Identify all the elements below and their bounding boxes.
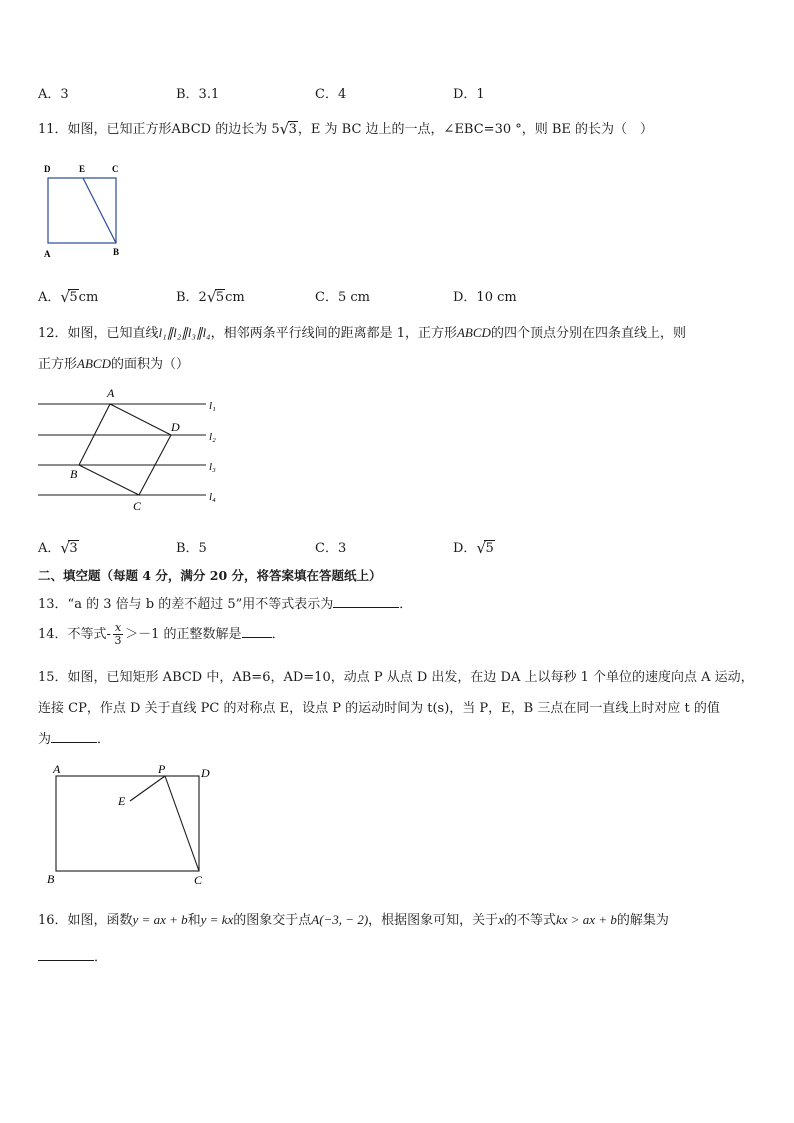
segment-pc bbox=[165, 776, 199, 871]
label-e: E bbox=[79, 164, 86, 174]
q16-text-f: 的解集为 bbox=[616, 913, 669, 928]
q11-option-a-sqrt: √ 5 bbox=[60, 288, 78, 306]
q11-text-b: ，E 为 BC 边上的一点，∠EBC=30 °，则 BE 的长为（ ） bbox=[297, 122, 654, 137]
q14-fraction bbox=[113, 622, 123, 647]
q12-option-a bbox=[38, 537, 79, 556]
q10-option-b: B．3.1 bbox=[176, 87, 220, 102]
q13-text: 13．“a 的 3 倍与 b 的差不超过 5”用不等式表示为 bbox=[38, 597, 334, 612]
q16-text-c: 的图象交于点 bbox=[233, 913, 312, 928]
label-b: B bbox=[47, 872, 55, 886]
label-e: E bbox=[118, 794, 126, 808]
q14-question bbox=[38, 622, 285, 647]
q11-sqrt: √ 3 bbox=[279, 120, 297, 138]
q14-answer-blank[interactable] bbox=[242, 625, 272, 638]
label-c: C bbox=[194, 873, 203, 887]
q11-text-a: 11．如图，已知正方形ABCD 的边长为 5 bbox=[38, 122, 280, 137]
q16-end: ． bbox=[94, 950, 108, 965]
q11-option-a-prefix: A． bbox=[38, 290, 61, 305]
q14-denominator: 3 bbox=[114, 634, 122, 647]
q16-answer-line bbox=[38, 946, 107, 965]
q11-option-d: D．10 cm bbox=[453, 290, 517, 305]
q12-option-a-sqrt: √ 3 bbox=[60, 539, 78, 557]
q12-option-d bbox=[453, 537, 495, 556]
q15-answer-blank[interactable] bbox=[51, 730, 97, 743]
q16-answer-blank[interactable] bbox=[38, 948, 94, 961]
q11-question bbox=[38, 118, 653, 137]
q13-answer-blank[interactable] bbox=[333, 595, 399, 608]
q12-parallel-lines-figure bbox=[36, 382, 226, 517]
q15-end: ． bbox=[97, 732, 111, 747]
q12-square-name-2: ABCD bbox=[77, 356, 111, 371]
q15-rectangle-figure bbox=[44, 760, 224, 890]
q12-parallel-lines: l₁∥l₂∥l₃∥l₄ bbox=[158, 325, 211, 340]
q16-inequality: kx > ax + b bbox=[555, 912, 617, 927]
section-heading: 二、填空题（每题 4 分，满分 20 分，将答案填在答题纸上） bbox=[38, 568, 382, 583]
q12-option-b: B．5 bbox=[176, 541, 207, 556]
label-c: C bbox=[112, 164, 119, 174]
q11-option-b bbox=[176, 286, 245, 305]
segment-be bbox=[83, 178, 116, 243]
q14-text-b: ＞－1 的正整数解是 bbox=[125, 627, 242, 642]
q12-option-d-radicand: 5 bbox=[485, 541, 494, 556]
q15-line1: 15．如图，已知矩形 ABCD 中，AB=6，AD=10，动点 P 从点 D 出发，在边 DA 上以每秒 1 个单位的速度向点 A 运动， bbox=[38, 670, 754, 685]
label-l4: l₄ bbox=[209, 491, 216, 503]
square-abcd bbox=[48, 178, 116, 243]
label-a: A bbox=[53, 762, 61, 776]
q12-option-a-radicand: 3 bbox=[69, 541, 78, 556]
rectangle-abcd bbox=[56, 776, 199, 871]
q12-text-c: 的四个顶点分别在四条直线上，则 bbox=[490, 326, 686, 341]
q11-option-b-prefix: B．2 bbox=[176, 290, 207, 305]
q11-option-b-unit: cm bbox=[225, 290, 245, 305]
q15-line3 bbox=[38, 728, 110, 747]
label-p: P bbox=[158, 762, 166, 776]
label-d: D bbox=[201, 766, 210, 780]
q11-option-c: C．5 cm bbox=[315, 290, 370, 305]
label-a: A bbox=[44, 249, 51, 259]
label-l3: l₃ bbox=[209, 461, 216, 473]
q12-option-d-sqrt: √ 5 bbox=[476, 539, 494, 557]
q12-square-name: ABCD bbox=[456, 325, 491, 340]
label-a: A bbox=[107, 386, 115, 400]
segment-pe bbox=[130, 776, 165, 801]
q14-numerator: x bbox=[114, 621, 122, 634]
q15-line2: 连接 CP，作点 D 关于直线 PC 的对称点 E，设点 P 的运动时间为 t(s)，当 P，E，B 三点在同一直线上时对应 t 的值 bbox=[38, 701, 720, 716]
label-l1: l₁ bbox=[209, 400, 216, 412]
square-abcd bbox=[79, 404, 171, 495]
q16-text-a: 16．如图，函数 bbox=[38, 913, 133, 928]
q10-option-c: C．4 bbox=[315, 87, 347, 102]
q13-end: ． bbox=[399, 597, 413, 612]
q11-option-b-radicand: 5 bbox=[215, 290, 225, 305]
q16-variable: x bbox=[498, 912, 504, 927]
q12-option-c: C．3 bbox=[315, 541, 347, 556]
q11-option-a-radicand: 5 bbox=[69, 290, 78, 305]
q16-point: A(−3, − 2) bbox=[311, 912, 369, 927]
label-c: C bbox=[133, 499, 142, 513]
label-l2: l₂ bbox=[209, 431, 216, 443]
q12-text-a: 12．如图，已知直线 bbox=[38, 326, 159, 341]
q12-text-b: ，相邻两条平行线间的距离都是 1，正方形 bbox=[210, 326, 457, 341]
q14-end: ． bbox=[271, 627, 285, 642]
q16-function-2: y = kx bbox=[200, 912, 234, 927]
q15-text-end: 为 bbox=[38, 732, 52, 747]
q16-text-d: ，根据图象可知，关于 bbox=[368, 913, 499, 928]
label-d: D bbox=[171, 420, 180, 434]
label-b: B bbox=[70, 467, 78, 481]
q16-function-1: y = ax + b bbox=[132, 912, 188, 927]
q11-radicand: 3 bbox=[288, 122, 297, 137]
q16-text-e: 的不等式 bbox=[503, 913, 556, 928]
q12-question-line1 bbox=[38, 322, 686, 341]
q10-option-d: D．1 bbox=[453, 87, 485, 102]
q11-option-a bbox=[38, 286, 98, 305]
label-b: B bbox=[113, 247, 120, 257]
q11-option-a-unit: cm bbox=[78, 290, 99, 305]
q13-question bbox=[38, 593, 412, 612]
q10-option-a: A．3 bbox=[38, 87, 69, 102]
q12-question-line2 bbox=[38, 353, 189, 372]
q14-text-a: 14．不等式- bbox=[38, 627, 111, 642]
q16-text-b: 和 bbox=[187, 913, 201, 928]
q12-option-d-prefix: D． bbox=[453, 541, 477, 556]
q12-text-e: 的面积为（） bbox=[110, 357, 189, 372]
label-d: D bbox=[44, 164, 51, 174]
q11-option-b-sqrt: √ 5 bbox=[206, 288, 225, 306]
q12-option-a-prefix: A． bbox=[38, 541, 61, 556]
q11-square-figure bbox=[38, 160, 138, 262]
q16-question bbox=[38, 909, 669, 928]
q12-text-d: 正方形 bbox=[38, 357, 78, 372]
